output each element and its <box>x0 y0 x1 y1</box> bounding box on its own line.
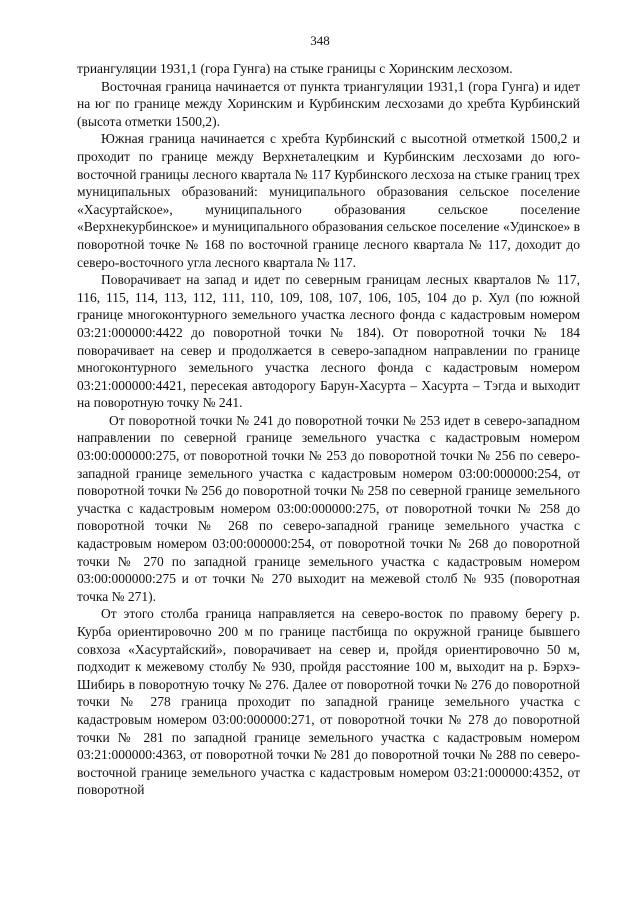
body-text <box>77 60 580 799</box>
paragraph-eastern-border: Восточная граница начинается от пункта триангуляции 1931,1 (гора Гунга) и идет на юг по границе между Хоринским и Курбинским лесхозами до хребта Курбинский (высота отметки 1500,2). <box>77 78 580 129</box>
paragraph-west-turn: Поворачивает на запад и идет по северным границам лесных кварталов № 117, 116, 115, 114, 113, 112, 111, 110, 109, 108, 107, 106, 105, 104 до р. Хул (по южной границе многоконтурного земельного участка лесного фонда с кадастровым номером 03:21:000000:4422 до поворотной точки № 184). От поворотной точки № 184 поворачивает на север и продолжается в северо-западном направлении по границе многоконтурного земельного участка лесного фонда с кадастровым номером 03:21:000000:4421, пересекая автодорогу Барун-Хасурта – Хасурта – Тэгда и выходит на поворотную точку № 241. <box>77 272 580 411</box>
paragraph-point-241: От поворотной точки № 241 до поворотной точки № 253 идет в северо-западном направлении по северной границе земельного участка с кадастровым номером 03:00:000000:275, от поворотной точки № 253 до поворотной точки № 256 по северо-западной границе земельного участка с кадастровым номером 03:00:000000:254, от поворотной точки № 256 до поворотной точки № 258 по северной границе земельного участка с кадастровым номером 03:00:000000:275, от поворотной точки № 258 до поворотной точки № 268 по северо-западной границе земельного участка с кадастровым номером 03:00:000000:254, от поворотной точки № 268 до поворотной точки № 270 по западной границе земельного участка с кадастровым номером 03:00:000000:275 и от точки № 270 выходит на межевой столб № 935 (поворотная точка № 271). <box>77 412 580 604</box>
page-number: 348 <box>310 33 330 48</box>
paragraph-from-pillar: От этого столба граница направляется на северо-восток по правому берегу р. Курба ориентировочно 200 м по границе пастбища по окружной границе бывшего совхоза «Хасуртайский», поворачивает на север и, пройдя ориентировочно 50 м, подходит к межевому столбу № 930, пройдя расстояние 100 м, выходит на р. Бэрхэ-Шибирь в поворотную точку № 276. Далее от поворотной точки № 276 до поворотной точки № 278 граница проходит по западной границе земельного участка с кадастровым номером 03:00:000000:271, от поворотной точки № 278 до поворотной точки № 281 по западной границе земельного участка с кадастровым номером 03:21:000000:4363, от поворотной точки № 281 до поворотной точки № 288 по северо-восточной границе земельного участка с кадастровым номером 03:21:000000:4352, от поворотной <box>77 606 580 798</box>
paragraph-southern-border: Южная граница начинается с хребта Курбинский с высотной отметкой 1500,2 и проходит по границе между Верхнеталецким и Курбинским лесхозами до юго-восточной границы лесного квартала № 117 Курбинского лесхоза на стыке границ трех муниципальных образований: муниципального образования сельское поселение «Хасуртайское», муниципального образования сельское поселение «Верхнекурбинское» и муниципального образования сельское поселение «Удинское» в поворотной точке № 168 по восточной границе лесного квартала № 117, доходит до северо-восточного угла лесного квартала № 117. <box>77 131 580 270</box>
paragraph-continuation: триангуляции 1931,1 (гора Гунга) на стыке границы с Хоринским лесхозом. <box>77 61 513 76</box>
